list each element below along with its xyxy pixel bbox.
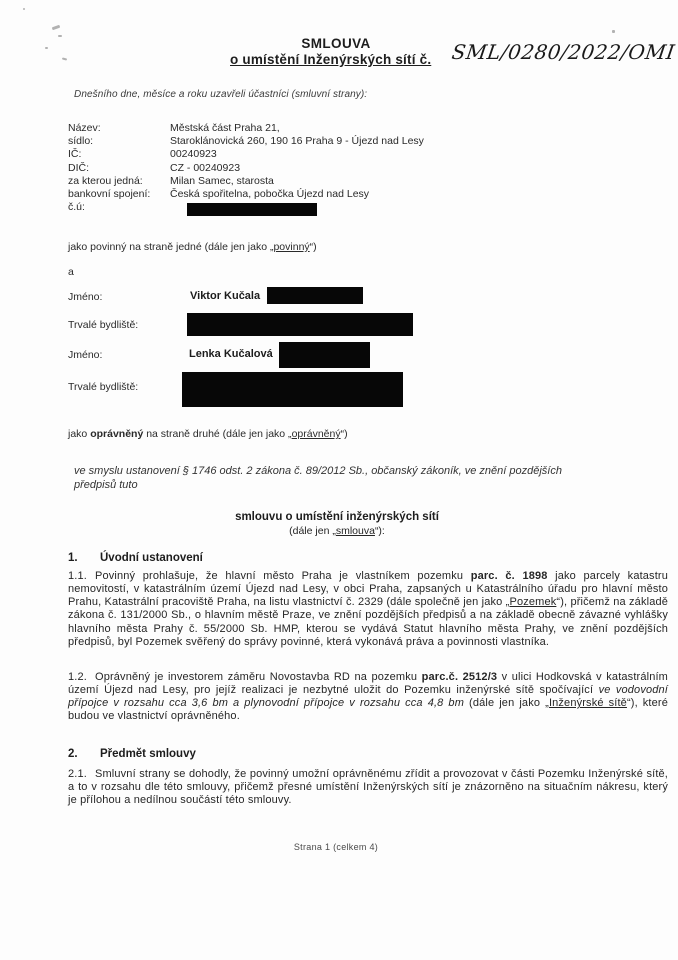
- section-number: 1.: [68, 552, 78, 564]
- clause-text: Povinný prohlašuje, že hlavní město Praha je vlastníkem pozemku parc. č. 1898 jako parcely katastru nemovitostí, v katastrálním území Újezd nad Lesy, v obci Praha, zapsaných u Katastrálního úřadu pro hlavní město Prahu, Katastrální pracoviště Praha, na listu vlastnictví č. 2329 (dále společně jen jako „Pozemek“), přičemž na základě zákona č. 131/2000 Sb., o hlavním městě Praze, ve znění pozdějších předpisů a na základě obecně závazné vyhlášky hlavního města Prahy č. 55/2000 Sb. HMP, kterou se vydává Statut hlavního města Prahy, ve znění pozdějších předpisů, byl Pozemek svěřený do správy povinné, která vykonává práva a povinnosti vlastníka.: [68, 570, 668, 648]
- party-row: [68, 162, 424, 175]
- page-footer: Strana 1 (celkem 4): [293, 842, 379, 852]
- clause-number: 1.1.: [68, 570, 87, 582]
- field-label: č.ú:: [68, 201, 85, 214]
- legal-reference: [74, 464, 674, 492]
- party-row: [68, 148, 424, 161]
- redaction-bar-address-2: [182, 372, 403, 407]
- field-label: IČ:: [68, 148, 82, 161]
- field-label: sídlo:: [68, 135, 94, 148]
- field-label: Název:: [68, 122, 101, 134]
- agreement-title: smlouvu o umístění inženýrských sítí: [235, 511, 439, 523]
- field-label: bankovní spojení:: [68, 188, 151, 201]
- legal-reference-line-1: ve smyslu ustanovení § 1746 odst. 2 zákona č. 89/2012 Sb., občanský zákoník, ve znění pozdějších: [74, 465, 562, 477]
- party-obligated-block: [68, 122, 424, 214]
- field-label-name-2: Jméno:: [68, 349, 103, 361]
- agreement-subtitle: (dále jen „smlouva“):: [289, 525, 385, 537]
- designation-obligated: jako povinný na straně jedné (dále jen jako „povinný“): [68, 241, 317, 253]
- scan-artifact: [52, 25, 61, 31]
- field-value: Milan Samec, starosta: [170, 174, 274, 187]
- scan-artifact: [23, 8, 25, 10]
- person-name-2: Lenka Kučalová: [189, 348, 273, 360]
- field-value: Staroklánovická 260, 190 16 Praha 9 - Újezd nad Lesy: [170, 135, 424, 148]
- field-label: DIČ:: [68, 161, 89, 174]
- clause-1-1: [68, 570, 668, 649]
- section-title: Úvodní ustanovení: [100, 552, 203, 564]
- document-title: SMLOUVA: [301, 36, 371, 51]
- legal-reference-line-2: předpisů tuto: [74, 479, 138, 491]
- redaction-bar-address-1: [187, 313, 413, 336]
- redaction-bar-name-1: [267, 287, 363, 304]
- field-value: Česká spořitelna, pobočka Újezd nad Lesy: [170, 188, 370, 201]
- field-label: za kterou jedná:: [68, 174, 143, 187]
- intro-line: Dnešního dne, měsíce a roku uzavřeli účastníci (smluvní strany):: [74, 89, 368, 100]
- field-label-name-1: Jméno:: [68, 291, 103, 303]
- clause-1-2: [68, 671, 668, 724]
- field-value: 00240923: [170, 148, 217, 161]
- field-value: Městská část Praha 21,: [170, 122, 280, 134]
- scan-artifact: [62, 57, 67, 60]
- party-row: [68, 135, 424, 148]
- section-title: Předmět smlouvy: [100, 748, 196, 760]
- section-heading-1: [68, 552, 203, 564]
- redaction-bar-account-number: [187, 203, 317, 216]
- party-row: [68, 175, 424, 188]
- connector-a: a: [68, 266, 74, 278]
- field-label-address-1: Trvalé bydliště:: [68, 319, 139, 331]
- section-number: 2.: [68, 748, 78, 760]
- designation-entitled: jako oprávněný na straně druhé (dále jen jako „oprávněný“): [68, 428, 348, 440]
- scan-artifact: [612, 30, 615, 33]
- clause-2-1: [68, 768, 668, 807]
- clause-number: 2.1.: [68, 768, 87, 780]
- party-row: [68, 122, 424, 135]
- clause-text: Smluvní strany se dohodly, že povinný umožní oprávněnému zřídit a provozovat v části Pozemku Inženýrské sítě, a to v rozsahu dle této smlouvy, přičemž přesné umístění Inženýrských sítí je znázorněno na situačním nákresu, který je přílohou a nedílnou součástí této smlouvy.: [68, 768, 668, 807]
- party-row: [68, 188, 424, 201]
- redaction-bar-name-2: [279, 342, 370, 368]
- field-value: CZ - 00240923: [170, 161, 241, 174]
- person-name-1: Viktor Kučala: [190, 290, 261, 302]
- field-label-address-2: Trvalé bydliště:: [68, 381, 139, 393]
- contract-number-handwritten: SML/0280/2022/OMI: [450, 40, 677, 64]
- section-heading-2: [68, 748, 196, 760]
- document-subtitle: o umístění Inženýrských sítí č.: [230, 52, 432, 67]
- clause-number: 1.2.: [68, 671, 87, 683]
- clause-text: Oprávněný je investorem záměru Novostavba RD na pozemku parc.č. 2512/3 v ulici Hodkovská v katastrálním území Újezd nad Lesy, pro jejíž realizaci je nezbytné uložit do Pozemku inženýrské sítě spočívající ve vodovodní přípojce v rozsahu cca 3,6 bm a plynovodní přípojce v rozsahu cca 4,8 bm (dále jen jako „Inženýrské sítě“), které budou ve vlastnictví oprávněného.: [68, 671, 668, 723]
